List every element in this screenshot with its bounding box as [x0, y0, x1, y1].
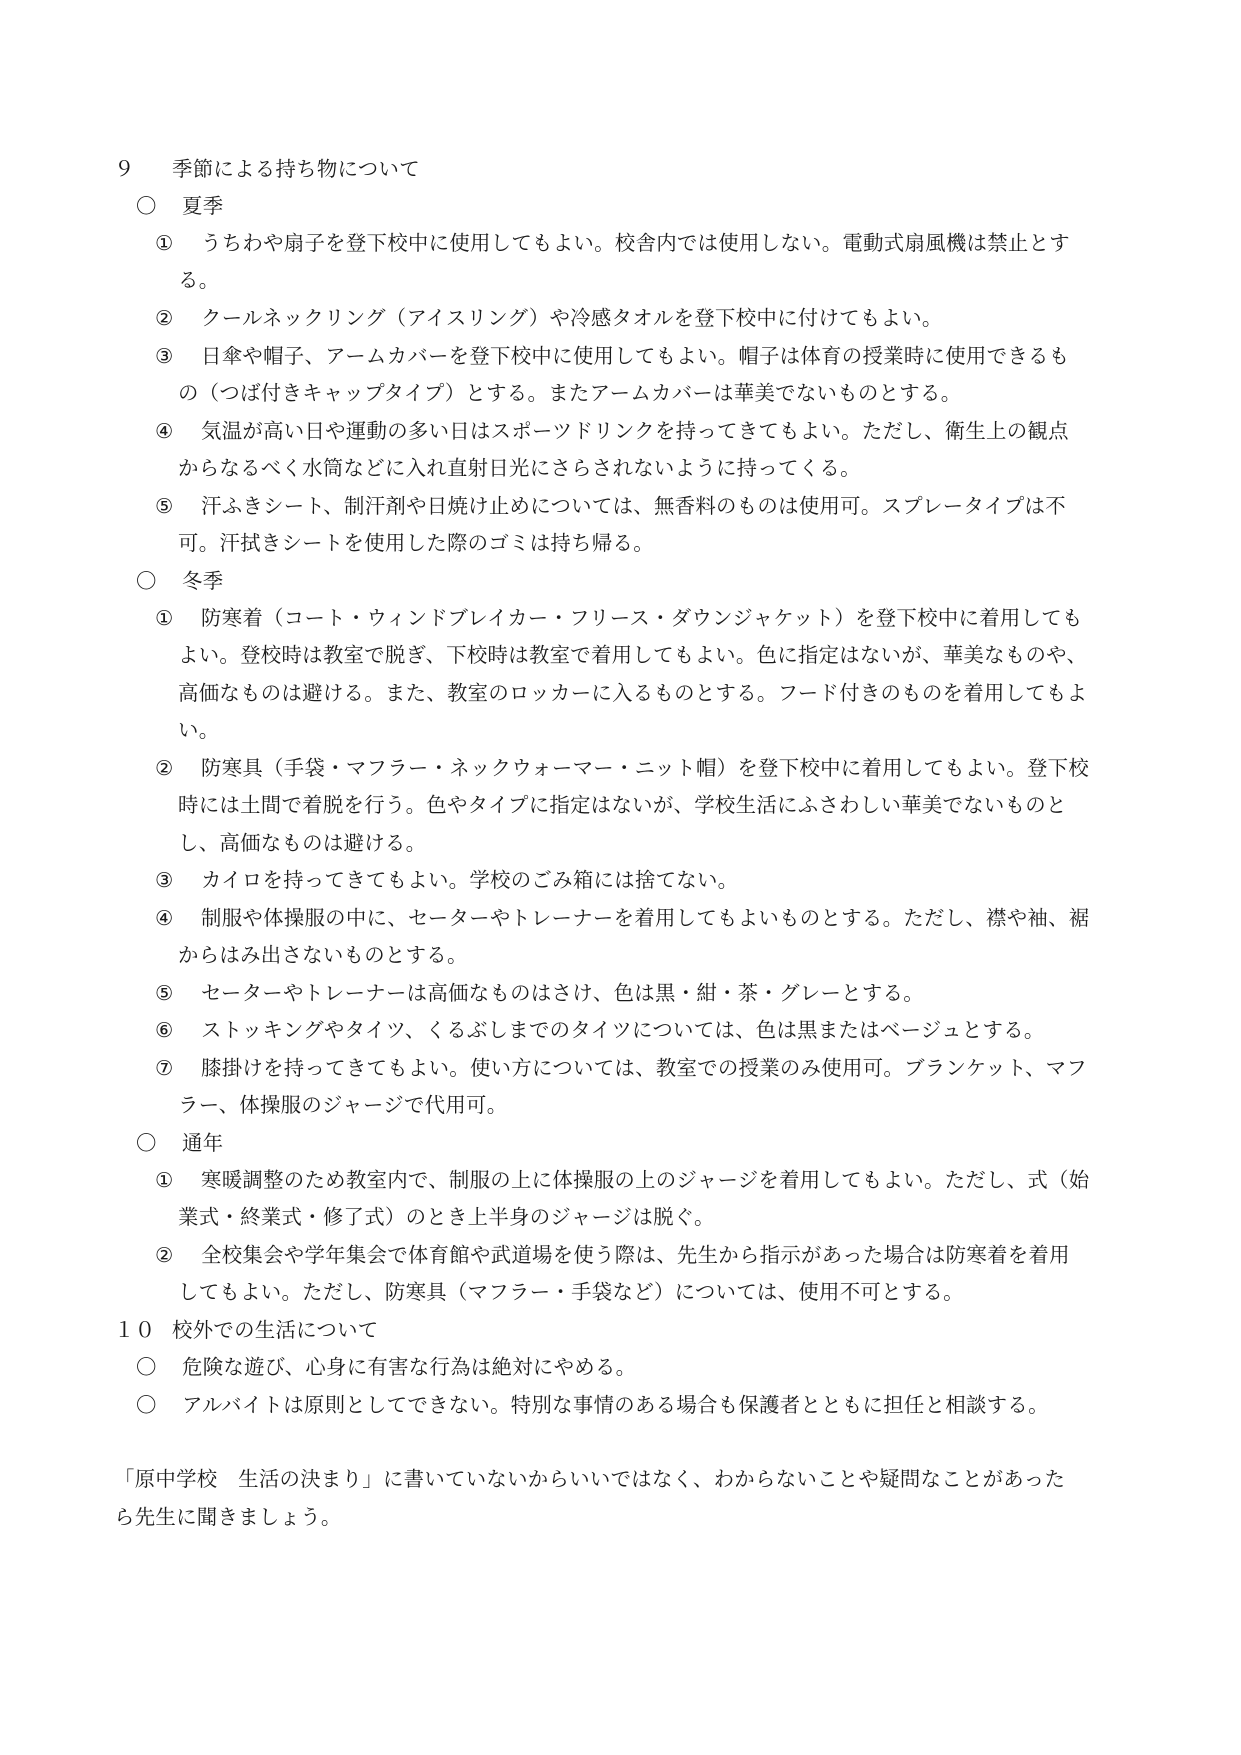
item-text-line: からはみ出さないものとする。 — [178, 943, 468, 967]
item-text-line: 膝掛けを持ってきてもよい。使い方については、教室での授業のみ使用可。ブランケット、マフ — [201, 1056, 1088, 1080]
section-heading — [114, 157, 420, 181]
closing-note-line: ら先生に聞きましょう。 — [114, 1505, 342, 1529]
section-title: 季節による持ち物について — [172, 157, 420, 181]
item-text-line: よい。登校時は教室で脱ぎ、下校時は教室で着用してもよい。色に指定はないが、華美なものや、 — [178, 643, 1088, 667]
circle-bullet: 〇 — [136, 1355, 157, 1379]
item-text-line: 気温が高い日や運動の多い日はスポーツドリンクを持ってきてもよい。ただし、衛生上の観点 — [201, 419, 1069, 443]
group-heading — [136, 569, 223, 593]
circle-bullet: 〇 — [136, 569, 157, 593]
item-text-line: の（つば付きキャップタイプ）とする。またアームカバーは華美でないものとする。 — [178, 381, 962, 405]
group-heading — [136, 1131, 223, 1155]
list-item — [155, 606, 1083, 630]
section-number: １０ — [114, 1318, 156, 1342]
section-title: 校外での生活について — [172, 1318, 379, 1342]
list-item — [155, 868, 738, 892]
item-number: ④ — [155, 906, 174, 930]
item-text-line: 制服や体操服の中に、セーターやトレーナーを着用してもよいものとする。ただし、襟や袖、裾 — [201, 906, 1090, 930]
section-heading — [114, 1318, 379, 1342]
item-text-line: 可。汗拭きシートを使用した際のゴミは持ち帰る。 — [178, 531, 654, 555]
item-number: ⑤ — [155, 981, 174, 1005]
item-text-line: セーターやトレーナーは高価なものはさけ、色は黒・紺・茶・グレーとする。 — [201, 981, 924, 1005]
list-item — [155, 231, 1070, 255]
item-text-line: 防寒着（コート・ウィンドブレイカー・フリース・ダウンジャケット）を登下校中に着用しても — [201, 606, 1083, 630]
list-item — [155, 1243, 1070, 1267]
item-text-line: クールネックリング（アイスリング）や冷感タオルを登下校中に付けてもよい。 — [201, 306, 943, 330]
item-number: ⑥ — [155, 1018, 174, 1042]
item-text-line: うちわや扇子を登下校中に使用してもよい。校舎内では使用しない。電動式扇風機は禁止とす — [201, 231, 1071, 255]
item-text-line: 防寒具（手袋・マフラー・ネックウォーマー・ニット帽）を登下校中に着用してもよい。登下校 — [201, 756, 1090, 780]
list-item — [155, 344, 1069, 368]
list-item — [155, 1018, 1045, 1042]
group-title: 冬季 — [182, 569, 224, 593]
list-item — [155, 306, 943, 330]
item-text-line: る。 — [178, 268, 220, 292]
item-number: ③ — [155, 868, 174, 892]
item-text-line: 業式・終業式・修了式）のとき上半身のジャージは脱ぐ。 — [178, 1205, 715, 1229]
item-text-line: カイロを持ってきてもよい。学校のごみ箱には捨てない。 — [201, 868, 739, 892]
item-number: ① — [155, 1168, 174, 1192]
group-title: アルバイトは原則としてできない。特別な事情のある場合も保護者とともに担任と相談する。 — [182, 1393, 1049, 1417]
circle-bullet: 〇 — [136, 194, 157, 218]
item-number: ⑦ — [155, 1056, 174, 1080]
item-number: ② — [155, 1243, 174, 1267]
item-text-line: い。 — [178, 718, 220, 742]
item-text-line: 汗ふきシート、制汗剤や日焼け止めについては、無香料のものは使用可。スプレータイプは不 — [201, 494, 1066, 518]
closing-note-line: 「原中学校 生活の決まり」に書いていないからいいではなく、わからないことや疑問なことがあった — [114, 1467, 1066, 1491]
item-text-line: ラー、体操服のジャージで代用可。 — [178, 1093, 508, 1117]
item-text-line: 日傘や帽子、アームカバーを登下校中に使用してもよい。帽子は体育の授業時に使用できるも — [201, 344, 1070, 368]
item-text-line: し、高価なものは避ける。 — [178, 831, 427, 855]
section-number: ９ — [114, 157, 135, 181]
circle-bullet: 〇 — [136, 1131, 157, 1155]
item-text-line: 時には土間で着脱を行う。色やタイプに指定はないが、学校生活にふさわしい華美でないものと — [178, 793, 1067, 817]
item-text-line: 全校集会や学年集会で体育館や武道場を使う際は、先生から指示があった場合は防寒着を着用 — [201, 1243, 1070, 1267]
list-item — [155, 906, 1089, 930]
list-item — [155, 1056, 1087, 1080]
item-text-line: 寒暖調整のため教室内で、制服の上に体操服の上のジャージを着用してもよい。ただし、式（始 — [201, 1168, 1090, 1192]
item-number: ② — [155, 306, 174, 330]
list-item — [155, 981, 924, 1005]
group-title: 夏季 — [182, 194, 224, 218]
list-item — [155, 1168, 1089, 1192]
item-number: ③ — [155, 344, 174, 368]
item-number: ④ — [155, 419, 174, 443]
group-heading — [136, 194, 223, 218]
list-item — [155, 756, 1089, 780]
group-heading — [136, 1355, 636, 1379]
group-title: 危険な遊び、心身に有害な行為は絶対にやめる。 — [182, 1355, 637, 1379]
item-number: ⑤ — [155, 494, 174, 518]
item-number: ② — [155, 756, 174, 780]
item-text-line: 高価なものは避ける。また、教室のロッカーに入るものとする。フード付きのものを着用してもよ — [178, 681, 1088, 705]
list-item — [155, 494, 1066, 518]
item-text-line: してもよい。ただし、防寒具（マフラー・手袋など）については、使用不可とする。 — [178, 1280, 964, 1304]
item-text-line: ストッキングやタイツ、くるぶしまでのタイツについては、色は黒またはベージュとする。 — [201, 1018, 1045, 1042]
circle-bullet: 〇 — [136, 1393, 157, 1417]
list-item — [155, 419, 1069, 443]
item-number: ① — [155, 606, 174, 630]
item-number: ① — [155, 231, 174, 255]
group-heading — [136, 1393, 1049, 1417]
item-text-line: からなるべく水筒などに入れ直射日光にさらされないように持ってくる。 — [178, 456, 861, 480]
group-title: 通年 — [182, 1131, 224, 1155]
